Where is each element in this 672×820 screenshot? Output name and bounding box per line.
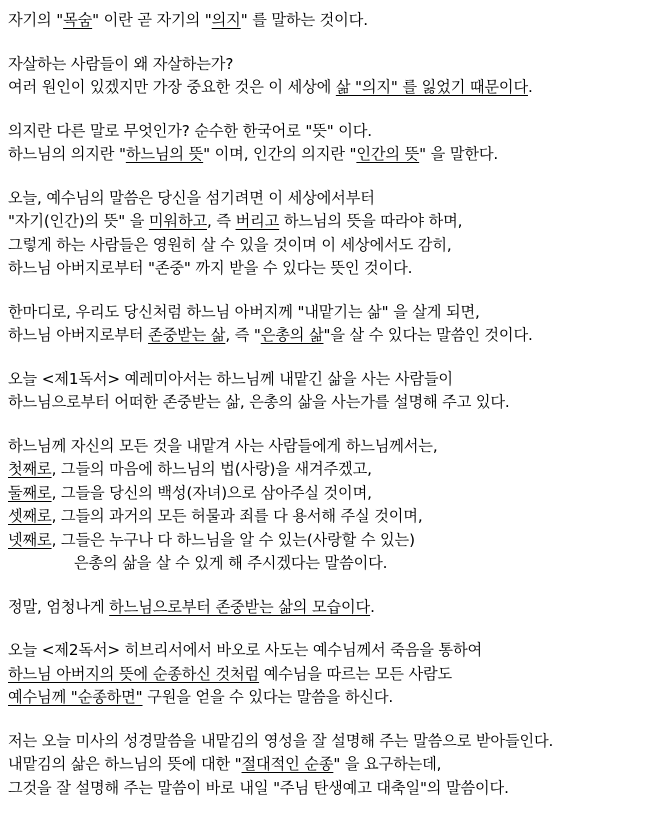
- paragraph: [8, 639, 668, 710]
- underlined-text: 하느님의 뜻: [125, 145, 204, 163]
- document-body: [8, 9, 668, 820]
- text-line: [8, 663, 668, 687]
- underlined-text: 넷째로: [8, 530, 52, 549]
- text-segment: " 이란 곧 자기의 ": [92, 11, 212, 29]
- underlined-text: 하느님으로부터 존중받는 삶의 모습이다: [109, 597, 371, 616]
- paragraph: [8, 730, 668, 801]
- text-line: [8, 505, 668, 529]
- paragraph: [8, 120, 668, 167]
- paragraph: [8, 368, 668, 415]
- text-segment: , 즉 ": [225, 326, 261, 344]
- text-line: [8, 143, 668, 167]
- text-line: [8, 187, 668, 211]
- text-segment: , 그들의 마음에 하느님의 법(사랑)을 새겨주겠고,: [51, 460, 372, 478]
- text-segment: 하느님으로부터 어떠한 존중받는 삶, 은총의 삶을 사는가를 설명해 주고 있다.: [8, 393, 510, 411]
- text-line: [8, 482, 668, 506]
- text-segment: .: [370, 597, 375, 616]
- text-line: [8, 730, 668, 754]
- text-segment: 의지란 다른 말로 무엇인가? 순수한 한국어로 "뜻" 이다.: [8, 121, 372, 140]
- text-segment: 하느님의 의지란 ": [8, 145, 126, 163]
- underlined-text: 하느님 아버지의 뜻에 순종하신 것처럼: [8, 664, 260, 683]
- text-line: [8, 753, 668, 777]
- text-line: [8, 324, 668, 348]
- text-segment: , 그들의 과거의 모든 허물과 죄를 다 용서해 주실 것이며,: [51, 507, 423, 525]
- text-segment: 내맡김의 삶은 하느님의 뜻에 대한 ": [8, 755, 242, 773]
- underlined-text: 버리고: [235, 212, 280, 230]
- paragraph: [8, 596, 668, 620]
- text-segment: 하느님 아버지로부터: [8, 326, 149, 344]
- text-segment: 하느님의 뜻을 따라야 하며,: [279, 212, 463, 230]
- text-line: [8, 777, 668, 801]
- underlined-text: 미워하고: [148, 212, 207, 230]
- text-line: [8, 53, 668, 77]
- text-segment: 오늘, 예수님의 말씀은 당신을 섬기려면 이 세상에서부터: [8, 188, 375, 207]
- text-line: [8, 210, 668, 234]
- text-line: [8, 391, 668, 415]
- paragraph: [8, 53, 668, 100]
- text-segment: 은총의 삶을 살 수 있게 해 주시겠다는 말씀이다.: [74, 554, 388, 572]
- paragraph: [8, 301, 668, 348]
- text-line: [8, 368, 668, 392]
- text-segment: " 을 말한다.: [419, 145, 499, 163]
- text-segment: 정말, 엄청나게: [8, 597, 110, 616]
- underlined-text: 인간의 뜻: [356, 145, 420, 163]
- text-segment: , 즉: [207, 212, 236, 230]
- underlined-text: 은총의 삶: [260, 326, 324, 344]
- text-line: [8, 435, 668, 459]
- text-segment: , 그들은 누구나 다 하느님을 알 수 있는(사랑할 수 있는): [51, 530, 415, 549]
- text-line: [8, 686, 668, 710]
- underlined-text: 존중받는 삶: [148, 326, 226, 344]
- text-segment: 여러 원인이 있겠지만 가장 중요한 것은 이 세상에: [8, 78, 336, 96]
- text-line: [8, 639, 668, 663]
- text-segment: 저는 오늘 미사의 성경말씀을 내맡김의 영성을 잘 설명해 주는 말씀으로 받아들인다.: [8, 731, 554, 750]
- text-segment: 오늘 <제1독서> 예레미아서는 하느님께 내맡긴 삶을 사는 사람들이: [8, 369, 453, 388]
- text-line: [8, 234, 668, 258]
- paragraph: [8, 9, 668, 33]
- text-line: [8, 76, 668, 100]
- text-segment: "을 살 수 있다는 말씀인 것이다.: [323, 326, 533, 344]
- text-segment: 구원을 얻을 수 있다는 말씀을 하신다.: [142, 688, 394, 706]
- text-line: [8, 458, 668, 482]
- text-segment: 오늘 <제2독서> 히브리서에서 바오로 사도는 예수님께서 죽음을 통하여: [8, 641, 482, 659]
- text-line: [8, 257, 668, 281]
- text-line: [8, 596, 668, 620]
- text-segment: " 을 요구하는데,: [333, 755, 442, 773]
- text-segment: 하느님께 자신의 모든 것을 내맡겨 사는 사람들에게 하느님께서는,: [8, 436, 438, 455]
- text-segment: 예수님을 따르는 모든 사람도: [259, 664, 453, 683]
- text-line: [8, 529, 668, 553]
- text-segment: 한마디로, 우리도 당신처럼 하느님 아버지께 "내맡기는 삶" 을 살게 되면,: [8, 302, 480, 321]
- text-segment: 그것을 잘 설명해 주는 말씀이 바로 내일 "주님 탄생예고 대축일"의 말씀이다.: [8, 778, 509, 797]
- text-line: [8, 120, 668, 144]
- underlined-text: 절대적인 순종: [241, 755, 334, 773]
- underlined-text: 셋째로: [8, 507, 52, 525]
- text-line: [8, 552, 668, 576]
- underlined-text: 첫째로: [8, 460, 52, 478]
- text-segment: .: [527, 78, 533, 96]
- paragraph: [8, 187, 668, 281]
- underlined-text: 예수님께 "순종하면": [8, 688, 143, 706]
- underlined-text: 둘째로: [8, 483, 52, 502]
- text-segment: "자기(인간)의 뜻" 을: [8, 212, 149, 230]
- paragraph: [8, 435, 668, 576]
- text-segment: 그렇게 하는 사람들은 영원히 살 수 있을 것이며 이 세상에서도 감히,: [8, 235, 452, 254]
- text-segment: 자기의 ": [8, 11, 64, 29]
- text-segment: , 그들을 당신의 백성(자녀)으로 삼아주실 것이며,: [51, 483, 372, 502]
- text-segment: 하느님 아버지로부터 "존중" 까지 받을 수 있다는 뜻인 것이다.: [8, 259, 413, 277]
- text-line: [8, 9, 668, 33]
- underlined-text: 삶 "의지" 를 잃었기 때문이다: [335, 78, 528, 96]
- text-segment: " 를 말하는 것이다.: [240, 11, 368, 29]
- text-segment: 자살하는 사람들이 왜 자살하는가?: [8, 54, 234, 73]
- underlined-text: 의지: [211, 11, 241, 29]
- text-segment: " 이며, 인간의 의지란 ": [203, 145, 357, 163]
- underlined-text: 목숨: [63, 11, 93, 29]
- text-line: [8, 301, 668, 325]
